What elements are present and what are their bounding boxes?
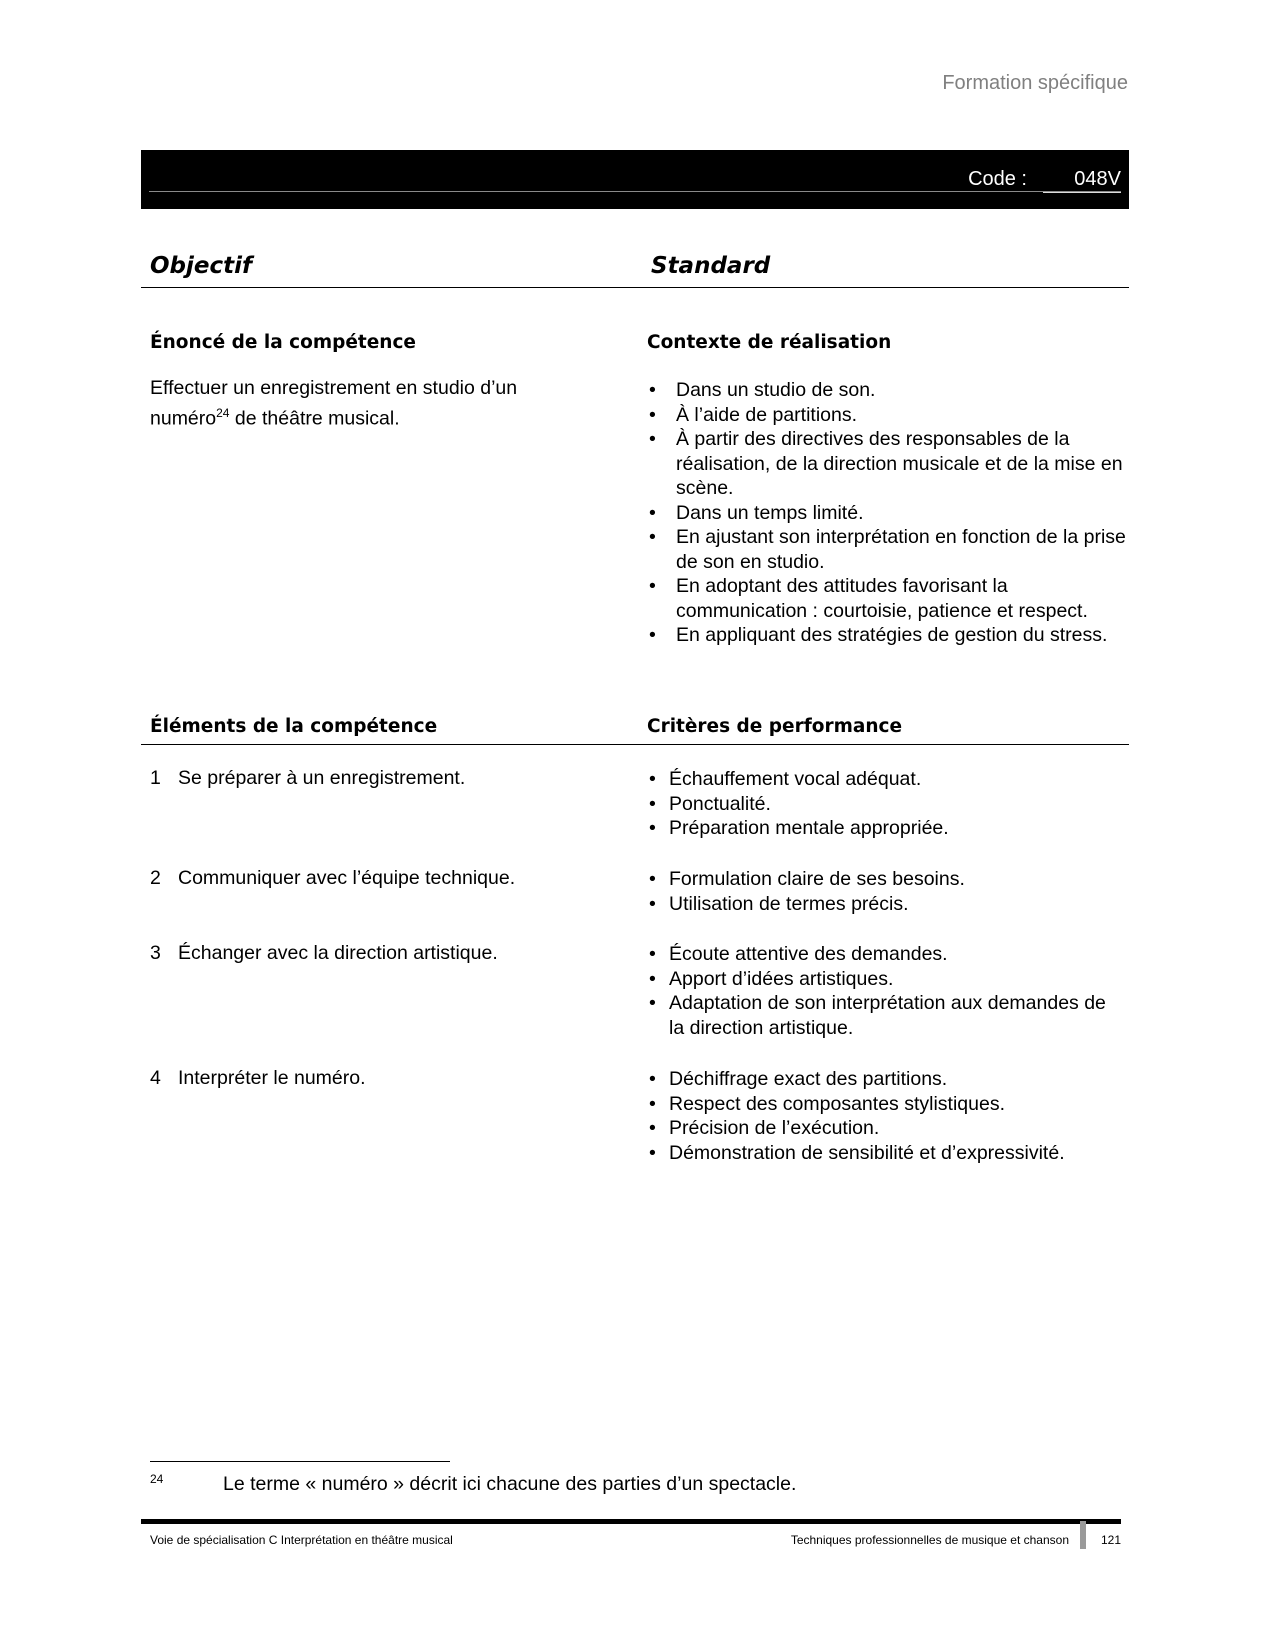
element-item-3 — [150, 941, 498, 965]
list-item: • Échauffement vocal adéquat. — [645, 767, 1115, 792]
element-number: 1 — [150, 767, 161, 789]
contexte-heading: Contexte de réalisation — [647, 332, 892, 353]
criteres-group-1 — [645, 767, 1115, 841]
criteres-group-2 — [645, 867, 1115, 916]
list-item: • Dans un studio de son. — [645, 378, 1135, 403]
list-item: • Préparation mentale appropriée. — [645, 816, 1115, 841]
footer-rule — [141, 1519, 1121, 1524]
element-item-2 — [150, 866, 515, 890]
code-value: 048V — [1074, 168, 1121, 190]
code-bar — [141, 150, 1129, 209]
list-item: • Dans un temps limité. — [645, 501, 1135, 526]
element-item-1 — [150, 766, 465, 790]
criteres-heading: Critères de performance — [647, 716, 903, 737]
element-text: Échanger avec la direction artistique. — [178, 942, 498, 964]
element-number: 3 — [150, 942, 161, 964]
column-heading-rule — [141, 287, 1129, 288]
footnote-rule — [150, 1461, 450, 1462]
element-number: 2 — [150, 867, 161, 889]
footnote-text: Le terme « numéro » décrit ici chacune des parties d’un spectacle. — [223, 1473, 797, 1495]
footnote-reference: 24 — [216, 405, 230, 420]
list-item: • Démonstration de sensibilité et d’expressivité. — [645, 1141, 1125, 1166]
criteres-group-4 — [645, 1067, 1125, 1165]
criteres-list — [645, 867, 1115, 916]
footer-separator — [1080, 1521, 1086, 1549]
list-item: • Déchiffrage exact des partitions. — [645, 1067, 1125, 1092]
contexte-list-container — [645, 378, 1135, 648]
list-item: • Formulation claire de ses besoins. — [645, 867, 1115, 892]
criteres-list — [645, 942, 1115, 1040]
list-item: • Ponctualité. — [645, 792, 1115, 817]
enonce-text-part2: de théâtre musical. — [229, 407, 400, 429]
elements-heading-rule — [141, 744, 1129, 745]
column-heading-standard: Standard — [651, 253, 771, 279]
criteres-group-3 — [645, 942, 1115, 1040]
criteres-list — [645, 767, 1115, 841]
code-label: Code : — [968, 168, 1027, 190]
list-item: • En ajustant son interprétation en fonction de la prise de son en studio. — [645, 525, 1135, 574]
list-item: • Apport d’idées artistiques. — [645, 967, 1115, 992]
footer-left-text: Voie de spécialisation C Interprétation en théâtre musical — [150, 1533, 453, 1547]
code-value-underline — [1043, 192, 1121, 193]
element-text: Communiquer avec l’équipe technique. — [178, 867, 516, 889]
list-item: • À partir des directives des responsables de la réalisation, de la direction musicale et de la mise en scène. — [645, 427, 1135, 501]
column-heading-objectif: Objectif — [150, 253, 253, 279]
page-number: 121 — [1101, 1533, 1122, 1547]
list-item: • En adoptant des attitudes favorisant la communication : courtoisie, patience et respect. — [645, 574, 1135, 623]
list-item: • En appliquant des stratégies de gestion du stress. — [645, 623, 1135, 648]
element-number: 4 — [150, 1067, 161, 1089]
list-item: • Adaptation de son interprétation aux demandes de la direction artistique. — [645, 991, 1115, 1040]
list-item: • À l’aide de partitions. — [645, 403, 1135, 428]
elements-heading: Éléments de la compétence — [150, 716, 438, 737]
enonce-text — [150, 376, 590, 431]
code-bar-rule — [149, 191, 1121, 192]
list-item: • Respect des composantes stylistiques. — [645, 1092, 1125, 1117]
enonce-text-part1: Effectuer un enregistrement en studio d’un numéro — [150, 377, 518, 429]
criteres-list — [645, 1067, 1125, 1165]
enonce-heading: Énoncé de la compétence — [150, 332, 416, 353]
footnote-number: 24 — [150, 1472, 164, 1486]
list-item: • Précision de l’exécution. — [645, 1116, 1125, 1141]
list-item: • Utilisation de termes précis. — [645, 892, 1115, 917]
element-item-4 — [150, 1066, 366, 1090]
element-text: Se préparer à un enregistrement. — [178, 767, 466, 789]
list-item: • Écoute attentive des demandes. — [645, 942, 1115, 967]
footer-right-text: Techniques professionnelles de musique et chanson — [790, 1533, 1069, 1547]
running-title: Formation spécifique — [942, 72, 1128, 94]
element-text: Interpréter le numéro. — [178, 1067, 366, 1089]
contexte-list — [645, 378, 1135, 648]
